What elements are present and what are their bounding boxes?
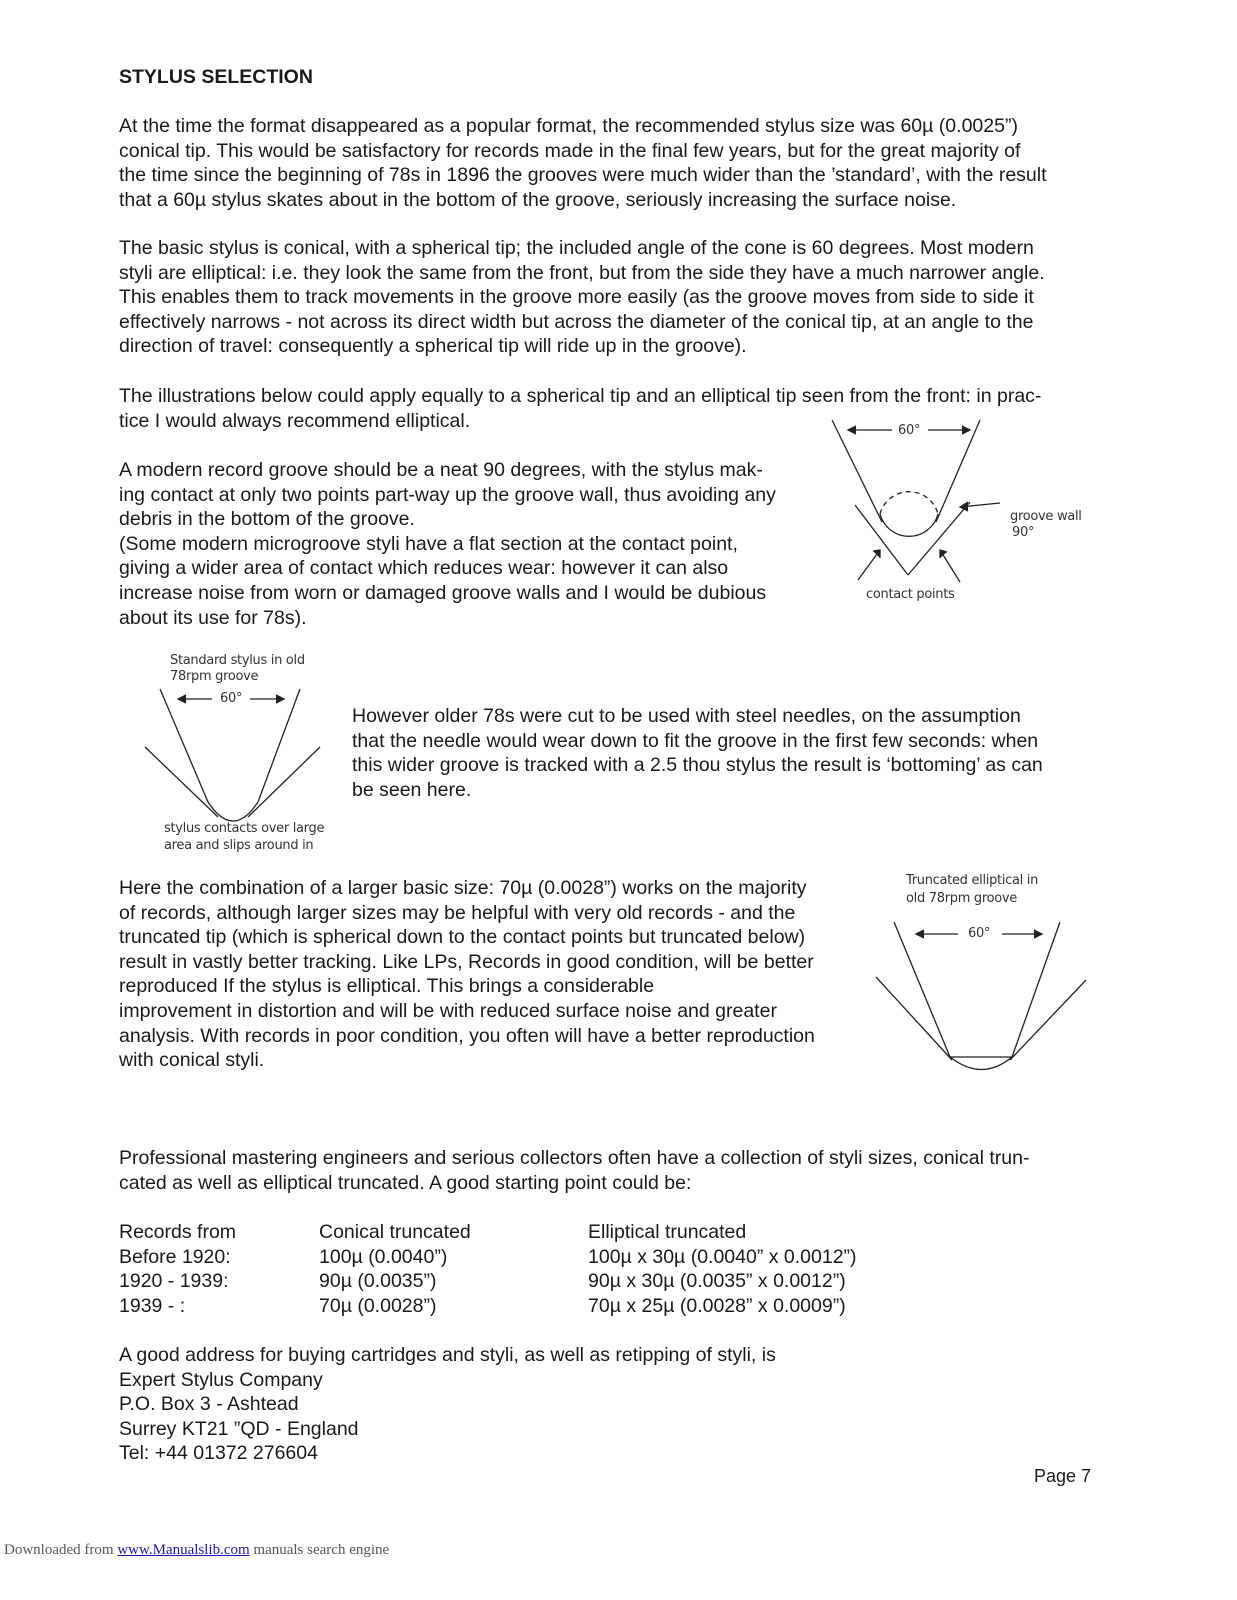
text-line: styli are elliptical: i.e. they look the same from the front, but from the side they have a much narrower angle. bbox=[119, 261, 1045, 284]
text-line: This enables them to track movements in the groove more easily (as the groove moves from side to side it bbox=[119, 286, 1034, 309]
text-line: reproduced If the stylus is elliptical. This brings a considerable bbox=[119, 975, 655, 998]
text-line: that the needle would wear down to fit the groove in the first few seconds: when bbox=[352, 729, 1039, 752]
diagram-caption: Truncated elliptical in bbox=[906, 873, 1039, 888]
text-line: ing contact at only two points part-way up the groove wall, thus avoiding any bbox=[119, 483, 776, 506]
angle-label: 60° bbox=[898, 423, 921, 438]
text-line: At the time the format disappeared as a popular format, the recommended stylus size was 60µ (0.0025”) bbox=[119, 115, 1018, 137]
text-line: tice I would always recommend elliptical. bbox=[119, 409, 471, 432]
text-line: direction of travel: consequently a spherical tip will ride up in the groove). bbox=[119, 335, 747, 358]
groove-wall-label: groove wall bbox=[1010, 509, 1082, 524]
angle-label: 60° bbox=[220, 691, 243, 706]
text-line: improvement in distortion and will be with reduced surface noise and greater bbox=[119, 999, 777, 1022]
header-cell: Conical truncated bbox=[319, 1221, 471, 1243]
text-line: with conical styli. bbox=[119, 1049, 265, 1072]
diagram-note: stylus contacts over large bbox=[164, 821, 325, 836]
table-cell: 1939 - : bbox=[119, 1294, 186, 1317]
paragraph-professional bbox=[119, 1146, 1029, 1195]
text-line: truncated tip (which is spherical down to the contact points but truncated below) bbox=[119, 926, 806, 949]
text-line: effectively narrows - not across its direct width but across the diameter of the conical tip, at an angle to the bbox=[119, 310, 1034, 333]
table-cell: 100µ x 30µ (0.0040” x 0.0012”) bbox=[588, 1245, 857, 1268]
stylus-size-table bbox=[119, 1220, 857, 1318]
text-line: of records, although larger sizes may be helpful with very old records - and the bbox=[119, 901, 796, 924]
diagram-caption: Standard stylus in old bbox=[170, 653, 305, 668]
text-line: giving a wider area of contact which reduces wear: however it can also bbox=[119, 557, 729, 580]
text-line: debris in the bottom of the groove. bbox=[119, 508, 415, 531]
text-line: P.O. Box 3 - Ashtead bbox=[119, 1393, 299, 1416]
text-line: (Some modern microgroove styli have a flat section at the contact point, bbox=[119, 532, 738, 555]
text-line: the time since the beginning of 78s in 1896 the grooves were much wider than the ’standard’, with the result bbox=[119, 164, 1047, 187]
contact-points-label: contact points bbox=[866, 587, 955, 602]
text-line: Professional mastering engineers and serious collectors often have a collection of styli sizes, conical trun- bbox=[119, 1147, 1030, 1169]
paragraph-intro bbox=[119, 114, 1047, 212]
groove-wall-angle-label: 90° bbox=[1012, 525, 1035, 540]
text-line: be seen here. bbox=[352, 778, 472, 801]
text-line: this wider groove is tracked with a 2.5 thou stylus the result is ‘bottoming’ as can bbox=[352, 754, 1043, 777]
text-line: increase noise from worn or damaged groove walls and I would be dubious bbox=[119, 581, 767, 604]
download-footer bbox=[4, 1542, 389, 1559]
paragraph-address bbox=[119, 1343, 776, 1466]
table-cell: 100µ (0.0040”) bbox=[319, 1245, 448, 1268]
paragraph-older-78s bbox=[352, 704, 1043, 802]
diagram-note: area and slips around in bbox=[164, 838, 314, 853]
table-header-row bbox=[119, 1220, 857, 1245]
footer-prefix: Downloaded from bbox=[4, 1542, 118, 1558]
table-cell: 90µ (0.0035”) bbox=[319, 1270, 437, 1293]
table-cell: 90µ x 30µ (0.0035” x 0.0012”) bbox=[588, 1270, 846, 1293]
modern-groove-diagram bbox=[820, 410, 1100, 610]
truncated-elliptical-diagram bbox=[872, 872, 1092, 1082]
text-line: However older 78s were cut to be used with steel needles, on the assumption bbox=[352, 705, 1021, 727]
text-line: result in vastly better tracking. Like LPs, Records in good condition, will be better bbox=[119, 950, 814, 973]
text-line: The illustrations below could apply equally to a spherical tip and an elliptical tip seen from the front: in prac- bbox=[119, 385, 1042, 407]
table-cell: 1920 - 1939: bbox=[119, 1270, 229, 1293]
table-cell: 70µ x 25µ (0.0028” x 0.0009”) bbox=[588, 1294, 846, 1317]
standard-stylus-diagram bbox=[140, 652, 330, 857]
text-line: Tel: +44 01372 276604 bbox=[119, 1442, 318, 1465]
text-line: analysis. With records in poor condition, you often will have a better reproduction bbox=[119, 1024, 815, 1047]
table-row bbox=[119, 1245, 857, 1270]
text-line: Expert Stylus Company bbox=[119, 1368, 323, 1391]
paragraph-larger-size bbox=[119, 876, 815, 1073]
paragraph-modern-groove bbox=[119, 458, 776, 630]
header-cell: Elliptical truncated bbox=[588, 1221, 747, 1243]
text-line: The basic stylus is conical, with a spherical tip; the included angle of the cone is 60 degrees. Most modern bbox=[119, 237, 1034, 259]
table-cell: 70µ (0.0028”) bbox=[319, 1294, 437, 1317]
header-cell: Records from bbox=[119, 1221, 237, 1243]
text-line: about its use for 78s). bbox=[119, 606, 307, 629]
angle-label: 60° bbox=[968, 926, 991, 941]
page-number: Page 7 bbox=[1034, 1466, 1092, 1486]
text-line: cated as well as elliptical truncated. A good starting point could be: bbox=[119, 1171, 692, 1194]
text-line: that a 60µ stylus skates about in the bottom of the groove, seriously increasing the surface noise. bbox=[119, 188, 957, 211]
text-line: Surrey KT21 ”QD - England bbox=[119, 1417, 359, 1440]
page-title: STYLUS SELECTION bbox=[119, 66, 313, 88]
text-line: A good address for buying cartridges and styli, as well as retipping of styli, is bbox=[119, 1344, 776, 1366]
footer-suffix: manuals search engine bbox=[249, 1542, 390, 1558]
text-line: Here the combination of a larger basic size: 70µ (0.0028”) works on the majority bbox=[119, 877, 807, 899]
diagram-caption: 78rpm groove bbox=[170, 669, 259, 684]
text-line: A modern record groove should be a neat 90 degrees, with the stylus mak- bbox=[119, 459, 763, 481]
table-cell: Before 1920: bbox=[119, 1245, 231, 1268]
diagram-caption: old 78rpm groove bbox=[906, 891, 1017, 906]
table-row bbox=[119, 1294, 857, 1319]
paragraph-basic-stylus bbox=[119, 236, 1045, 359]
text-line: conical tip. This would be satisfactory for records made in the final few years, but for the great majority of bbox=[119, 139, 1021, 162]
manualslib-link[interactable]: www.Manualslib.com bbox=[117, 1542, 250, 1558]
table-row bbox=[119, 1269, 857, 1294]
